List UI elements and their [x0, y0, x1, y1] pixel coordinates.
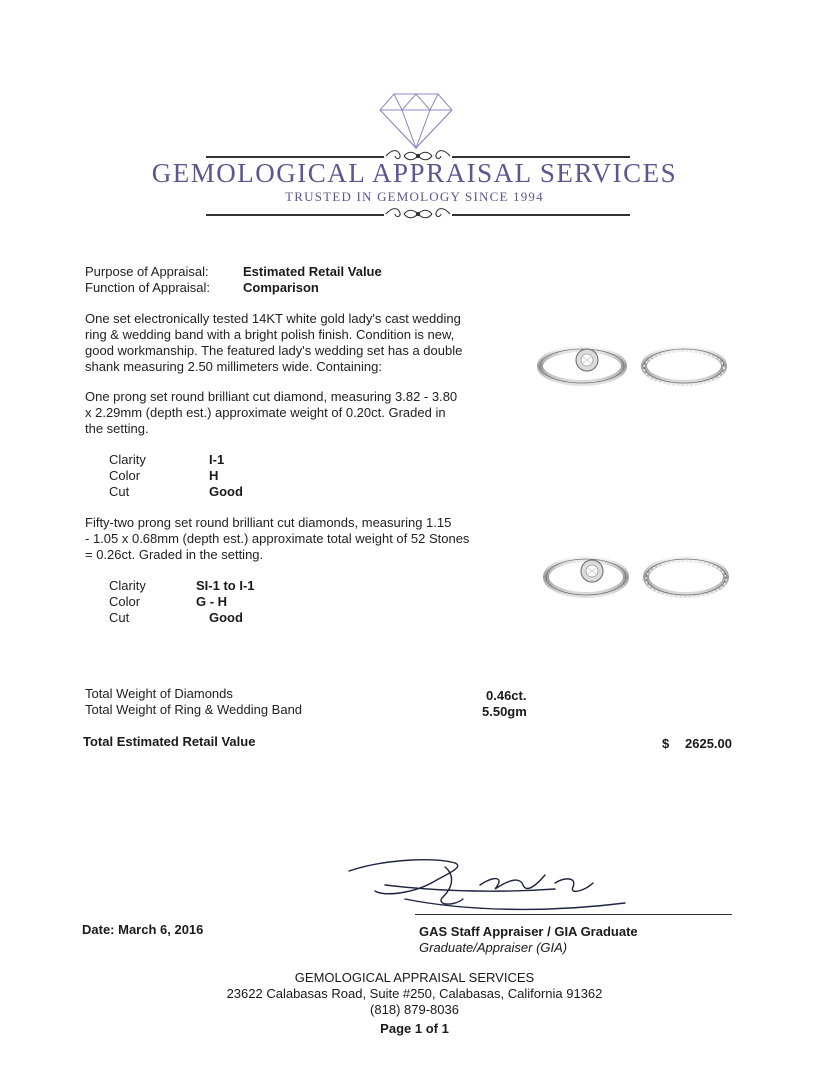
description-line: good workmanship. The featured lady's wedding set has a double: [85, 343, 463, 358]
retail-value: 2625.00: [685, 736, 732, 751]
appraiser-title: GAS Staff Appraiser / GIA Graduate: [419, 924, 638, 939]
grade-label: Clarity: [109, 452, 146, 467]
page-number: Page 1 of 1: [380, 1021, 449, 1036]
appraiser-signature: [345, 855, 645, 920]
footer-company: GEMOLOGICAL APPRAISAL SERVICES: [294, 970, 535, 985]
total-diamonds-label: Total Weight of Diamonds: [85, 686, 233, 701]
function-label: Function of Appraisal:: [85, 280, 211, 295]
grade-label: Color: [109, 594, 141, 609]
purpose-label: Purpose of Appraisal:: [85, 264, 209, 279]
purpose-value: Estimated Retail Value: [243, 264, 382, 279]
appraiser-credential: Graduate/Appraiser (GIA): [419, 940, 568, 955]
bottom-rule-left: [206, 214, 384, 216]
total-diamonds-value: 0.46ct.: [486, 688, 527, 703]
side-stones-line: = 0.26ct. Graded in the setting.: [85, 547, 264, 562]
grade-value: Good: [209, 610, 243, 625]
signature-line: [415, 914, 732, 915]
function-value: Comparison: [243, 280, 319, 295]
description-line: One set electronically tested 14KT white gold lady's cast wedding: [85, 311, 461, 326]
item-description: [85, 311, 485, 375]
total-ring-label: Total Weight of Ring & Wedding Band: [85, 702, 303, 717]
description-line: shank measuring 2.50 millimeters wide. Containing:: [85, 359, 382, 374]
bottom-rule-right: [452, 214, 630, 216]
wedding-band: [644, 349, 724, 385]
side-stones-line: - 1.05 x 0.68mm (depth est.) approximate total weight of 52 Stones: [85, 531, 470, 546]
grade-label: Cut: [109, 484, 130, 499]
grade-label: Cut: [109, 610, 130, 625]
flourish-icon: [384, 205, 452, 223]
brand-name: GEMOLOGICAL APPRAISAL SERVICES: [151, 158, 678, 188]
footer-phone: (818) 879-8036: [370, 1002, 459, 1017]
footer-address: 23622 Calabasas Road, Suite #250, Calabasas, California 91362: [226, 986, 603, 1001]
retail-currency: $: [662, 736, 670, 751]
brand-tagline: TRUSTED IN GEMOLOGY SINCE 1994: [285, 189, 544, 204]
side-stones-description: [85, 515, 485, 563]
grade-label: Clarity: [109, 578, 146, 593]
grade-value: SI-1 to I-1: [196, 578, 255, 593]
retail-value-label: Total Estimated Retail Value: [83, 734, 256, 749]
grade-value: I-1: [209, 452, 225, 467]
grade-value: Good: [209, 484, 243, 499]
letterhead: [0, 0, 829, 230]
side-stones-line: Fifty-two prong set round brilliant cut diamonds, measuring 1.15: [85, 515, 452, 530]
diamond-icon: [378, 92, 454, 150]
engagement-ring: [540, 349, 624, 383]
center-stone-line: One prong set round brilliant cut diamond, measuring 3.82 - 3.80: [85, 389, 458, 404]
center-stone-line: the setting.: [85, 421, 149, 436]
engagement-ring: [546, 559, 626, 595]
total-ring-value: 5.50gm: [482, 704, 527, 719]
ring-set-photo-bottom: [532, 543, 742, 613]
ring-set-photo-top: [532, 330, 742, 400]
center-stone-description: [85, 389, 485, 437]
wedding-band: [646, 559, 726, 597]
grade-label: Color: [109, 468, 141, 483]
description-line: ring & wedding band with a bright polish finish. Condition is new,: [85, 327, 455, 342]
grade-value: H: [209, 468, 219, 483]
appraisal-date: Date: March 6, 2016: [82, 922, 204, 937]
grade-value: G - H: [196, 594, 228, 609]
center-stone-line: x 2.29mm (depth est.) approximate weight of 0.20ct. Graded in: [85, 405, 446, 420]
